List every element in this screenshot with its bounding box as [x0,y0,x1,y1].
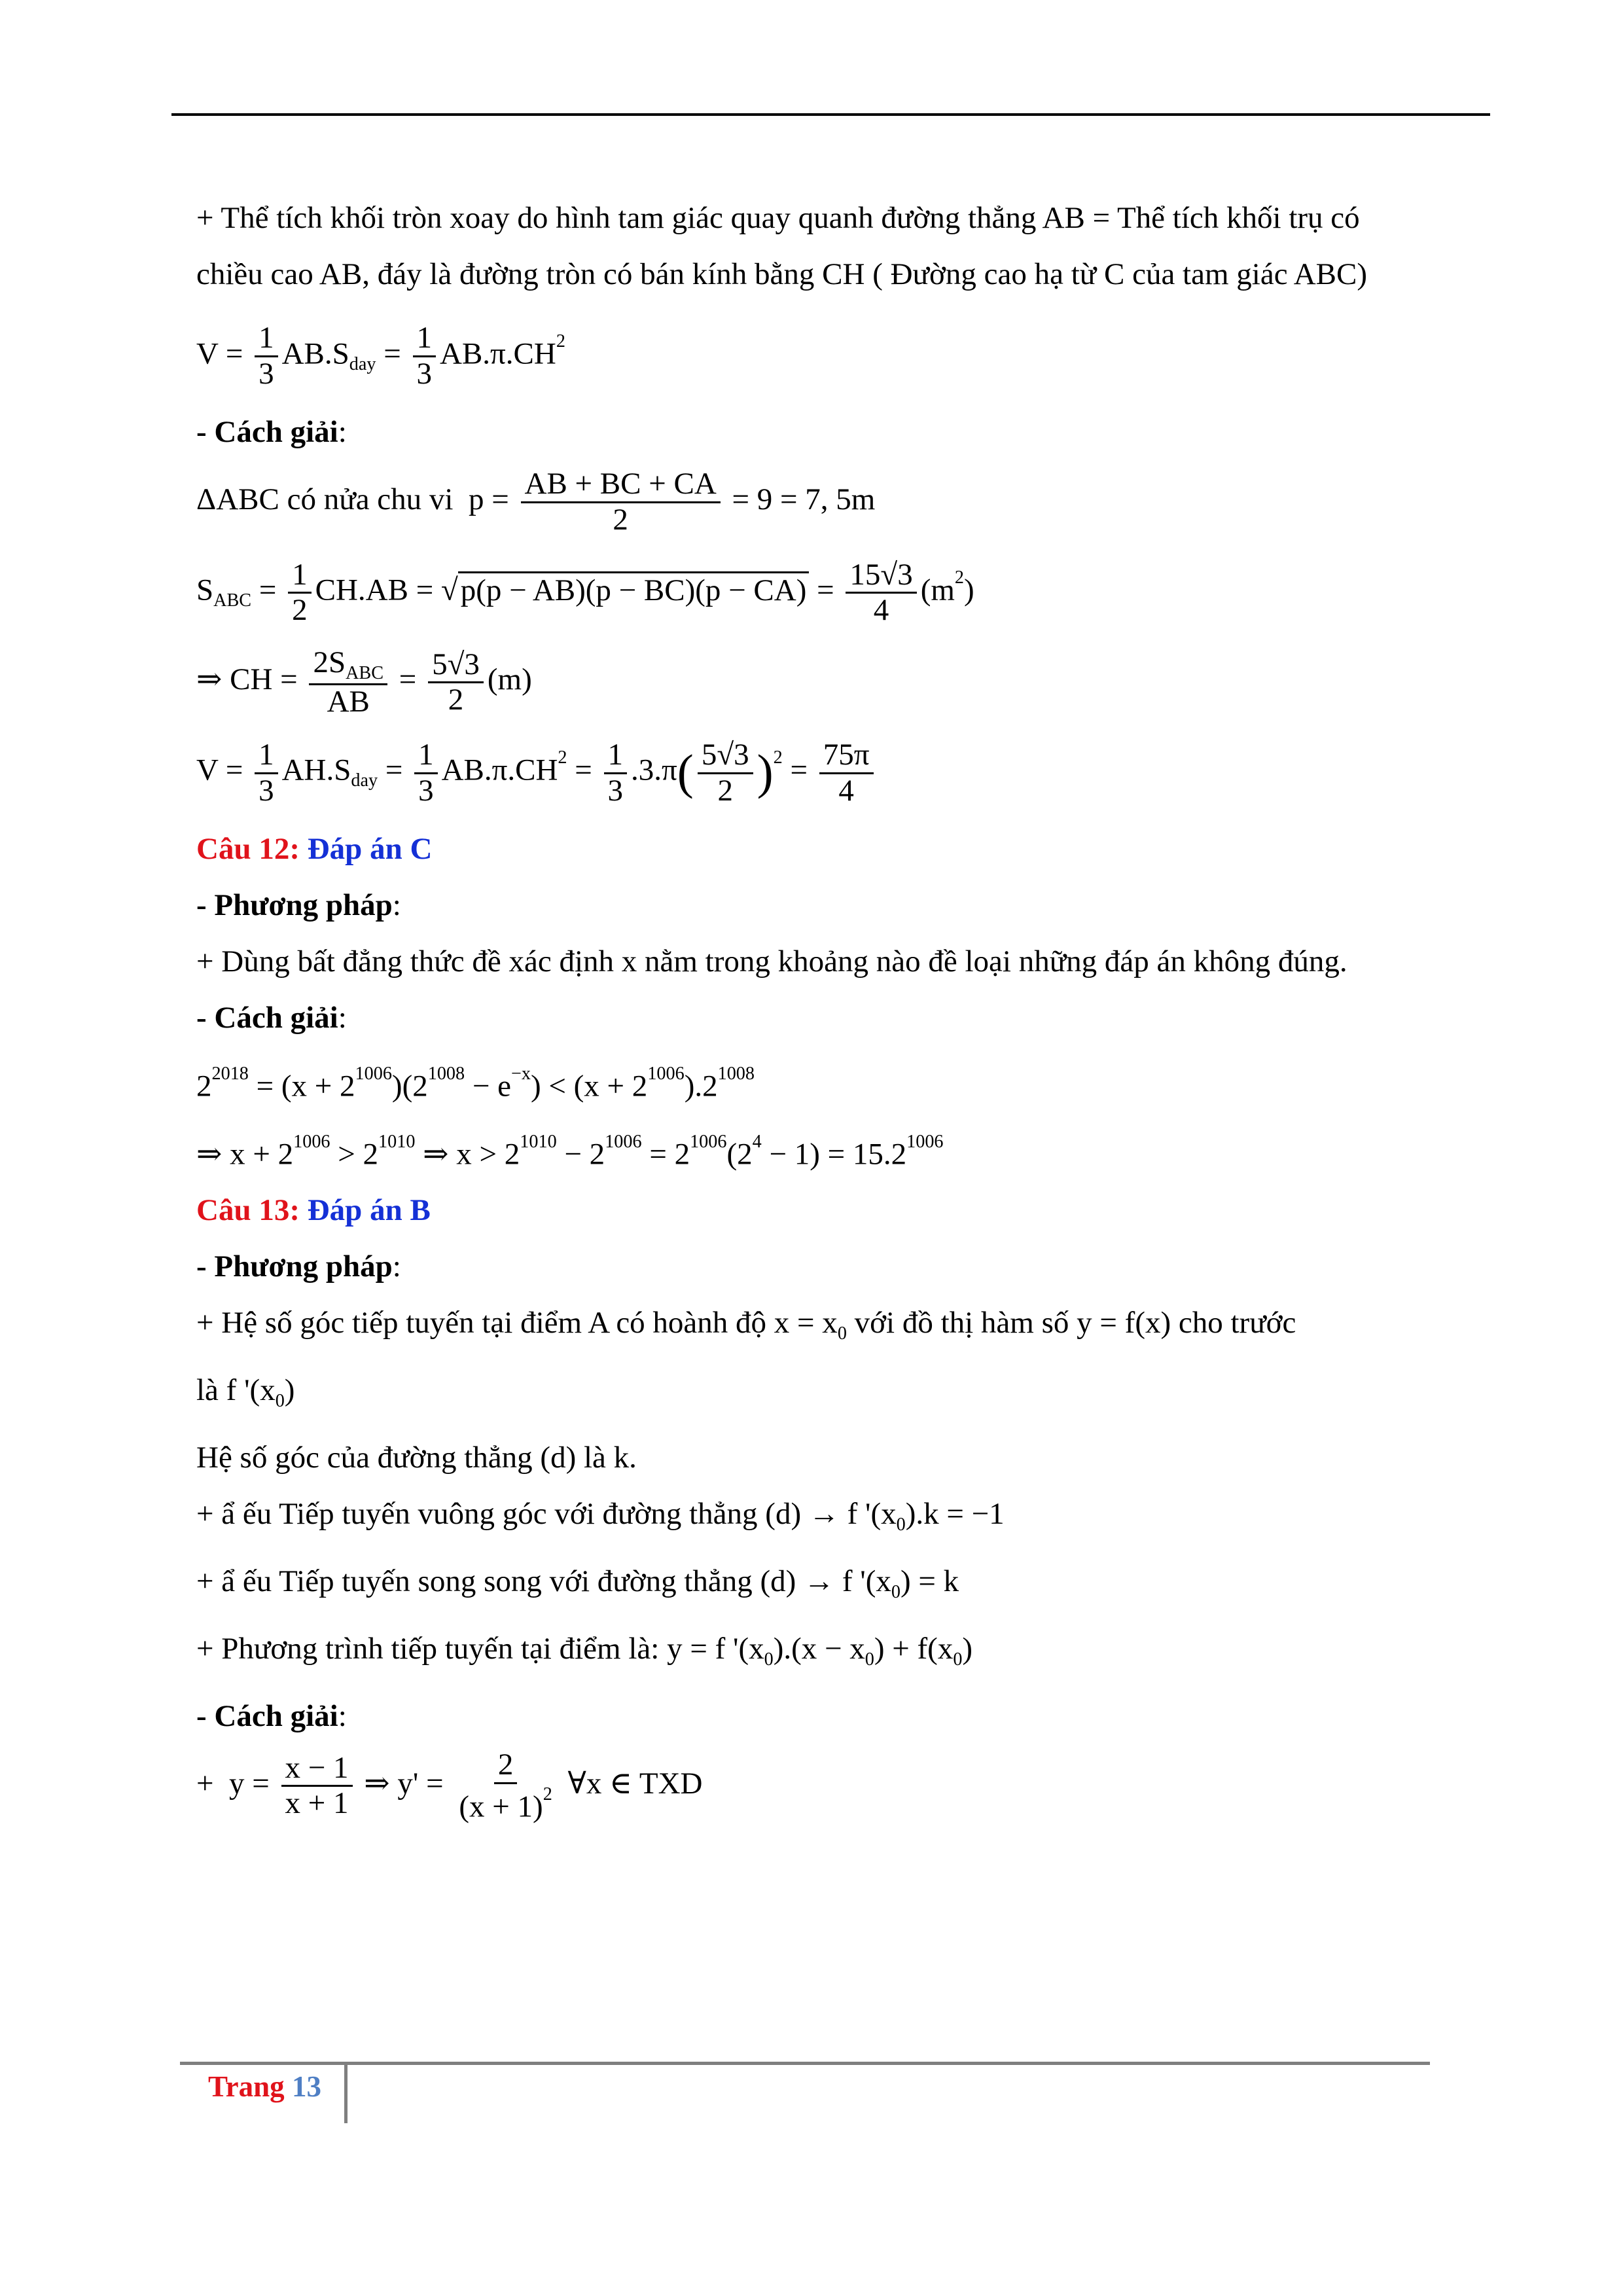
paragraph-volume-intro: + Thể tích khối tròn xoay do hình tam giác quay quanh đường thẳng AB = Thể tích khối trụ có chiều cao AB, đáy là đường tròn có bán kính bằng CH ( Đường cao hạ từ C của tam giác ABC) [196,201,1368,291]
heading-cach-giai: - Cách giải: [196,415,347,450]
formula-semiperimeter: ΔABC có nửa chu vi p = $\frac{AB + BC + CA}{2}$ = 9 = 7, 5m [196,467,876,537]
formula-q12-1: $2^{2018} = (x + 2^{1006})(2^{1008} - e^{-x}) < (x + 2^{1006}).2^{1008}$ [196,1063,755,1103]
formula-ch: ⇒ CH = $\frac{2S_{ABC}}{AB}$ = $\frac{5√3}{2}$ (m) [196,645,532,719]
document-body [196,190,1420,1824]
heading-phuong-phap-13: - Phương pháp: [196,1249,401,1284]
heading-cach-giai-12: - Cách giải: [196,1000,347,1035]
formula-volume-result: V = $\frac{1}{3}$ $AH.S_{day}$ = $\frac{1}{3}$ $AB.\pi.CH^2$ = $\frac{1}{3}$ .3.π( $\frac{5√3}{2}$ )$^2$ = $\frac{75\pi}{4}$ [196,719,1420,820]
q12-method-text: + Dùng bất đẳng thức đề xác định x nằm trong khoảng nào đề loại những đáp án không đúng. [196,944,1347,978]
formula-q13-derivative: + y = $\frac{x - 1}{x + 1}$ ⇒ y' = $\frac{2}{(x + 1)^2}$ ∀x ∈ TXD [196,1748,703,1824]
q13-method-line-5: + ẩ ếu Tiếp tuyến song song với đường thẳng (d) → f '$(x_0) = k$ [196,1564,959,1602]
footer-rule [180,2062,1430,2065]
heading-cach-giai-13: - Cách giải: [196,1698,347,1733]
page-number-value: 13 [291,2070,321,2103]
heading-phuong-phap-12: - Phương pháp: [196,888,401,922]
header-rule [171,113,1490,116]
formula-q12-2: ⇒ $x + 2^{1006} > 2^{1010}$ ⇒ $x > 2^{1010} - 2^{1006} = 2^{1006}(2^4 - 1) = 15.2^{1006}$ [196,1132,944,1172]
page-label: Trang [208,2070,285,2103]
page-number [208,2070,321,2104]
q13-method-line-6: + Phương trình tiếp tuyến tại điểm là: y = f '$(x_0).(x - x_0) + f(x_0)$ [196,1631,973,1670]
formula-volume: V = $\frac{1}{3}$ $AB.S_{day}$ = $\frac{1}{3}$ $AB.\pi.CH^2$ [196,321,565,391]
formula-area: $S_{ABC}$ = $\frac{1}{2}$ CH.AB = √p(p − AB)(p − BC)(p − CA) = $\frac{15√3}{4}$ $(m^2)$ [196,557,974,628]
q13-method-line-1: + Hệ số góc tiếp tuyến tại điểm A có hoành độ $x = x_0$ với đồ thị hàm số y = f(x) cho trước [196,1306,1296,1344]
q13-method-line-4: + ẩ ếu Tiếp tuyến vuông góc với đường thẳng (d) → f '$(x_0).k = -1$ [196,1497,1005,1535]
q13-method-line-3: Hệ số góc của đường thẳng (d) là k. [196,1441,637,1475]
question-12-heading: Câu 12: Đáp án C [196,831,433,866]
footer-divider [344,2063,348,2123]
q13-method-line-2: là f '$(x_0)$ [196,1373,295,1412]
question-13-heading: Câu 13: Đáp án B [196,1193,431,1228]
